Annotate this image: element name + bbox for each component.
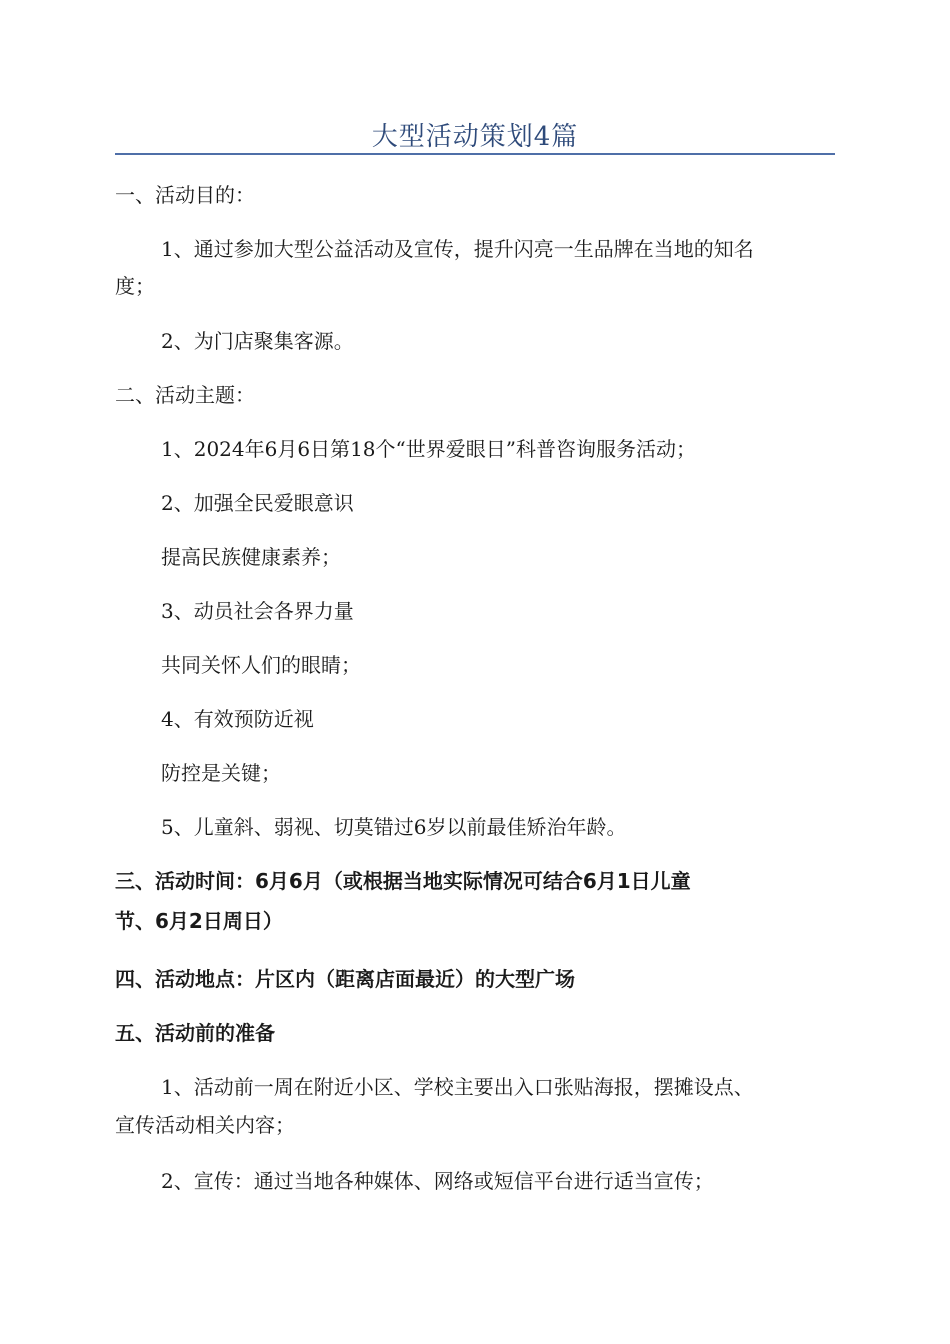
section-heading-bold: 五、活动前的准备 (115, 1021, 275, 1045)
paragraph-line: 宣传活动相关内容； (115, 1113, 295, 1137)
paragraph-line: 2、为门店聚集客源。 (161, 329, 354, 353)
document-title: 大型活动策划4篇 (371, 122, 579, 152)
paragraph-line: 防控是关键； (161, 761, 281, 785)
section-heading-bold: 三、活动时间：6月6月（或根据当地实际情况可结合6月1日儿童 (115, 869, 691, 893)
paragraph-line: 2、宣传：通过当地各种媒体、网络或短信平台进行适当宣传； (161, 1169, 714, 1193)
paragraph-line: 5、儿童斜、弱视、切莫错过6岁以前最佳矫治年龄。 (161, 815, 627, 839)
section-heading-bold: 四、活动地点：片区内（距离店面最近）的大型广场 (115, 967, 575, 991)
paragraph-line: 1、通过参加大型公益活动及宣传，提升闪亮一生品牌在当地的知名 (161, 237, 754, 261)
title-underline (115, 153, 835, 155)
paragraph-line: 1、2024年6月6日第18个“世界爱眼日”科普咨询服务活动； (161, 437, 696, 461)
paragraph-line: 1、活动前一周在附近小区、学校主要出入口张贴海报，摆摊设点、 (161, 1075, 754, 1099)
paragraph-line: 提高民族健康素养； (161, 545, 341, 569)
paragraph-line: 3、动员社会各界力量 (161, 599, 354, 623)
paragraph-line: 4、有效预防近视 (161, 707, 314, 731)
section-heading: 一、活动目的： (115, 183, 255, 207)
paragraph-line: 2、加强全民爱眼意识 (161, 491, 354, 515)
section-heading: 二、活动主题： (115, 383, 255, 407)
paragraph-line: 共同关怀人们的眼睛； (161, 653, 361, 677)
section-heading-bold: 节、6月2日周日） (115, 909, 283, 933)
paragraph-line: 度； (115, 274, 155, 298)
